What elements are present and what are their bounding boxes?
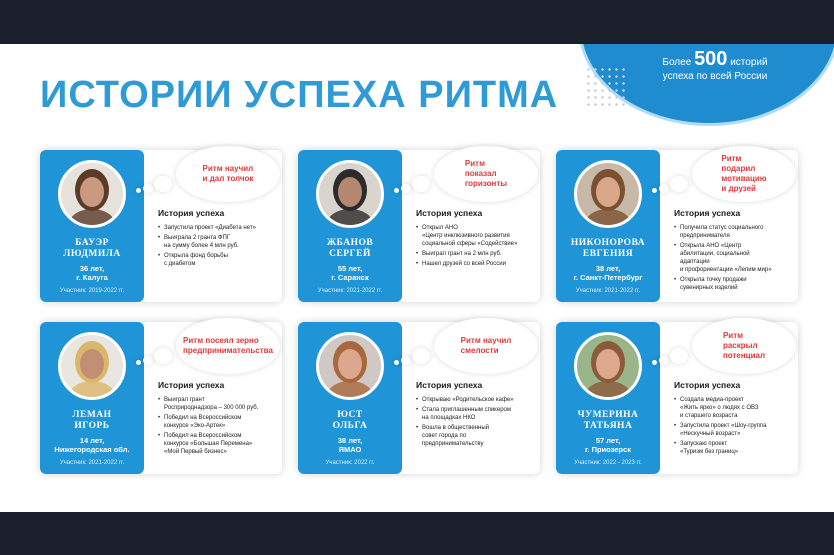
achievements-list [416,224,540,270]
achievement-item: • Запускаю проект «Туризм без границ» [674,440,798,456]
age: 38 лет, [595,264,621,273]
section-title: История успеха [674,380,741,390]
achievement-item: • Получила статус социального предпринимателя [674,224,798,240]
profile-panel [40,322,144,474]
thought-dot [136,360,141,365]
thought-dot [154,176,172,192]
avatar [574,160,642,228]
story-card [298,150,540,302]
achievement-item: • Выиграл грант Росприроднадзора – 300 000 руб. [158,396,282,412]
section-title: История успеха [416,208,483,218]
achievement-item: • Выиграла 2 гранта ФПГ на сумму более 4 млн руб. [158,234,282,250]
achievement-item: • Запустила проект «Диабета нет» [158,224,282,232]
participant-years: Участник: 2021-2022 гг. [317,288,383,294]
age: 36 лет, [79,264,105,273]
quote-bubble [434,318,538,374]
avatar [574,332,642,400]
achievement-item: • Стала приглашенным спикером на площадках НКО [416,406,540,422]
page-title: ИСТОРИИ УСПЕХА РИТМА [40,74,559,116]
participant-years: Участник: 2021-2022 гг. [59,460,125,466]
quote-text: Ритм подарил мотивацию и друзей [721,154,767,193]
quote-text: Ритм научил смелости [460,336,512,355]
person-name [556,238,660,260]
badge-number: 500 [694,48,728,70]
city: г. Саранск [331,273,369,282]
achievement-item: • Выиграл грант на 2 млн руб. [416,250,540,258]
age: 14 лет, [79,436,105,445]
city: Нижегородская обл. [54,445,130,454]
dot-pattern [585,66,625,110]
thought-dot [652,188,657,193]
first-name: ИГОРЬ [74,421,110,431]
thought-dot [652,360,657,365]
age: 57 лет, [595,436,621,445]
story-card [40,150,282,302]
slide [0,44,834,512]
quote-bubble [692,146,796,202]
thought-dot [394,360,399,365]
achievement-item: • Открыла фонд борьбы с диабетом [158,252,282,268]
section-title: История успеха [416,380,483,390]
thought-dot [401,356,411,365]
last-name: ЧУМЕРИНА [577,410,639,420]
story-card [40,322,282,474]
quote-bubble [176,318,280,374]
thought-dot [412,348,430,364]
profile-panel [556,322,660,474]
badge-prefix: Более [662,57,692,68]
achievement-item: • Запустила проект «Шоу-группа «Нескучный возраст» [674,422,798,438]
stats-badge [640,48,790,84]
thought-dot [394,188,399,193]
story-card [298,322,540,474]
last-name: ЛЕМАН [72,410,112,420]
person-name [556,410,660,432]
quote-text: Ритм научил и дал толчок [202,164,254,183]
profile-panel [556,150,660,302]
achievement-item: • Открыла точку продажи сувенирных изделий [674,276,798,292]
city: г. Приозерск [585,445,631,454]
age: 55 лет, [337,264,363,273]
participant-years: Участник: 2022 гг. [325,460,375,466]
first-name: ЕВГЕНИЯ [582,249,634,259]
participant-years: Участник: 2021-2022 гг. [575,288,641,294]
last-name: БАУЭР [75,238,109,248]
quote-text: Ритм раскрыл потенциал [722,331,766,360]
section-title: История успеха [158,208,225,218]
city: ЯМАО [338,445,362,454]
avatar [316,332,384,400]
profile-panel [298,322,402,474]
avatar [316,160,384,228]
first-name: ЛЮДМИЛА [63,249,121,259]
achievements-list [674,224,798,294]
last-name: ЮСТ [337,410,363,420]
achievements-list [416,396,540,450]
quote-bubble [434,146,538,202]
thought-dot [412,176,430,192]
age-city [298,264,402,282]
age-city [556,436,660,454]
achievement-item: • Победил на Всероссийском конкурсе «Большая Перемена» «Мой Первый бизнес» [158,432,282,456]
city: г. Санкт-Петербург [573,273,643,282]
badge-suffix: историй [730,57,768,68]
achievements-list [158,396,282,458]
avatar [58,332,126,400]
participant-years: Участник: 2019-2022 гг. [59,288,125,294]
person-name [298,410,402,432]
section-title: История успеха [674,208,741,218]
achievement-item: • Создала медиа-проект «Жить ярко» о людях с ОВЗ и старшего возраста [674,396,798,420]
thought-dot [401,184,411,193]
thought-dot [670,176,688,192]
last-name: ЖБАНОВ [326,238,374,248]
quote-text: Ритм показал горизонты [464,159,508,188]
thought-dot [136,188,141,193]
achievement-item: • Открываю «Родительское кафе» [416,396,540,404]
achievement-item: • Открыла АНО «Центр абилитации, социальной адаптации и профориентации «Лепим мир» [674,242,798,274]
thought-dot [143,356,153,365]
achievement-item: • Открыл АНО «Центр инклюзивного развития социальной сферы «Содействие» [416,224,540,248]
story-card [556,322,798,474]
last-name: НИКОНОРОВА [570,238,646,248]
city: г. Калуга [76,273,108,282]
achievement-item: • Победил на Всероссийском конкурсе «Эко-Артек» [158,414,282,430]
section-title: История успеха [158,380,225,390]
thought-dot [670,348,688,364]
achievement-item: • Нашел друзей со всей России [416,260,540,268]
achievement-item: • Вошла в общественный совет города по предпринимательству [416,424,540,448]
quote-text: Ритм посеял зерно предпринимательства [183,336,273,355]
first-name: ОЛЬГА [332,421,368,431]
participant-years: Участник: 2022 - 2023 гг. [574,460,642,466]
achievements-list [674,396,798,458]
person-name [40,238,144,260]
person-name [40,410,144,432]
thought-dot [154,348,172,364]
profile-panel [298,150,402,302]
thought-dot [659,184,669,193]
age-city [40,264,144,282]
thought-dot [659,356,669,365]
age-city [40,436,144,454]
first-name: ТАТЬЯНА [583,421,633,431]
avatar [58,160,126,228]
profile-panel [40,150,144,302]
story-card [556,150,798,302]
badge-line2: успеха по всей России [662,71,768,82]
quote-bubble [692,318,796,374]
age-city [298,436,402,454]
thought-dot [143,184,153,193]
first-name: СЕРГЕЙ [329,249,371,259]
age-city [556,264,660,282]
achievements-list [158,224,282,270]
person-name [298,238,402,260]
quote-bubble [176,146,280,202]
age: 38 лет, [337,436,363,445]
